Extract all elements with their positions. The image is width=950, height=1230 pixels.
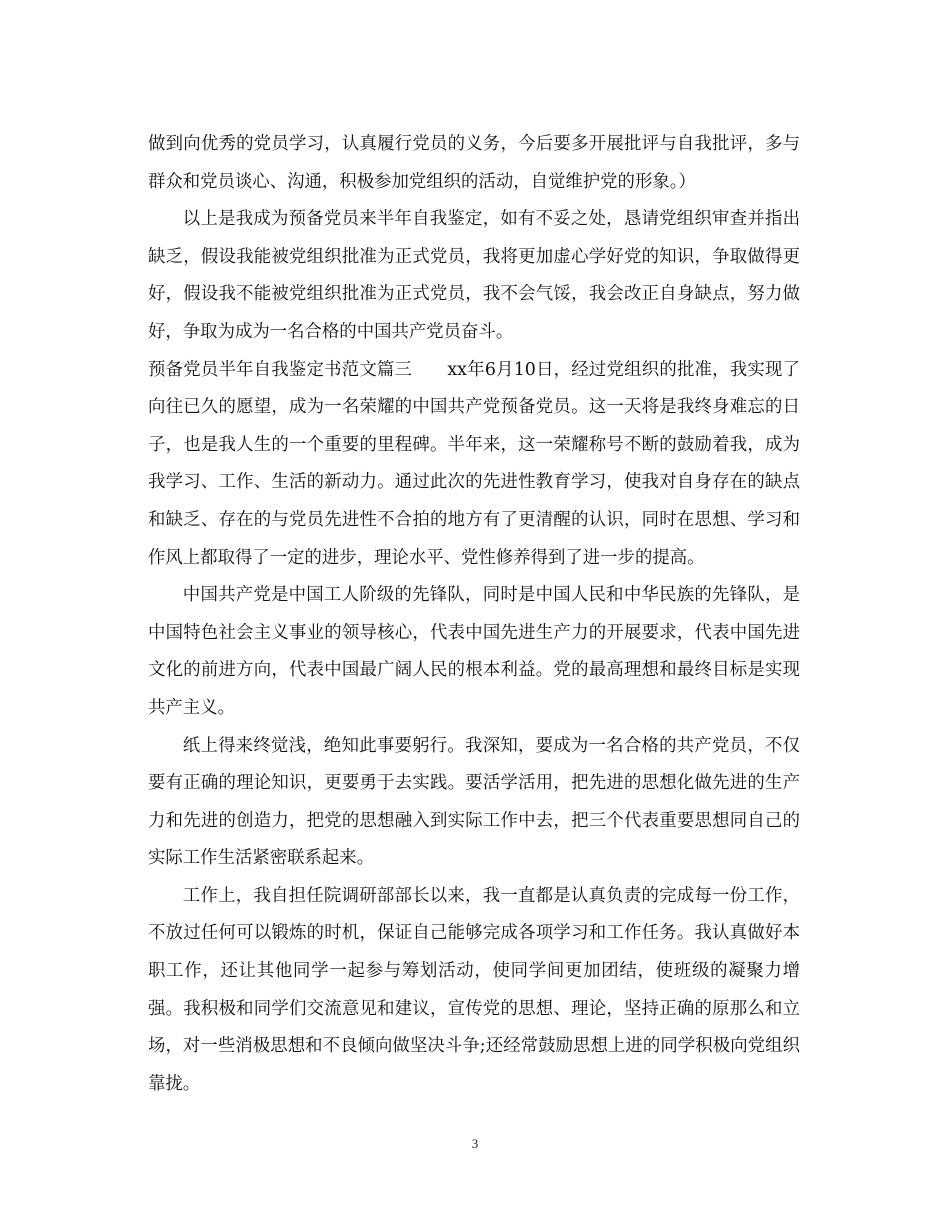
paragraph-2: 以上是我成为预备党员来半年自我鉴定，如有不妥之处，恳请党组织审查并指出缺乏，假设我能被党组织批准为正式党员，我将更加虚心学好党的知识，争取做得更好，假设我不能被党组织批准为正式党员，我不会气馁，我会改正自身缺点，努力做好，争取为成为一名合格的中国共产党员奋斗。 [148, 209, 800, 342]
document-body [148, 126, 800, 1103]
paragraph-4: 中国共产党是中国工人阶级的先锋队，同时是中国人民和中华民族的先锋队，是中国特色社会主义事业的领导核心，代表中国先进生产力的开展要求，代表中国先进文化的前进方向，代表中国最广阔人民的根本利益。党的最高理想和最终目标是实现共产主义。 [148, 585, 800, 718]
paragraph-3: 预备党员半年自我鉴定书范文篇三 xx年6月10日，经过党组织的批准，我实现了向往已久的愿望，成为一名荣耀的中国共产党预备党员。这一天将是我终身难忘的日子，也是我人生的一个重要的里程碑。半年来，这一荣耀称号不断的鼓励着我，成为我学习、工作、生活的新动力。通过此次的先进性教育学习，使我对自身存在的缺点和缺乏、存在的与党员先进性不合拍的地方有了更清醒的认识，同时在思想、学习和作风上都取得了一定的进步，理论水平、党性修养得到了进一步的提高。 [148, 359, 800, 568]
paragraph-1: 做到向优秀的党员学习，认真履行党员的义务，今后要多开展批评与自我批评，多与群众和党员谈心、沟通，积极参加党组织的活动，自觉维护党的形象。） [148, 134, 800, 192]
paragraph-6: 工作上，我自担任院调研部部长以来，我一直都是认真负责的完成每一份工作，不放过任何可以锻炼的时机，保证自己能够完成各项学习和工作任务。我认真做好本职工作，还让其他同学一起参与筹划活动，使同学间更加团结，使班级的凝聚力增强。我积极和同学们交流意见和建议，宣传党的思想、理论，坚持正确的原那么和立场，对一些消极思想和不良倾向做坚决斗争;还经常鼓励思想上进的同学积极向党组织靠拢。 [148, 885, 800, 1094]
page-number: 3 [471, 1136, 479, 1151]
paragraph-5: 纸上得来终觉浅，绝知此事要躬行。我深知，要成为一名合格的共产党员，不仅要有正确的理论知识，更要勇于去实践。要活学活用，把先进的思想化做先进的生产力和先进的创造力，把党的思想融入到实际工作中去，把三个代表重要思想同自己的实际工作生活紧密联系起来。 [148, 735, 800, 869]
